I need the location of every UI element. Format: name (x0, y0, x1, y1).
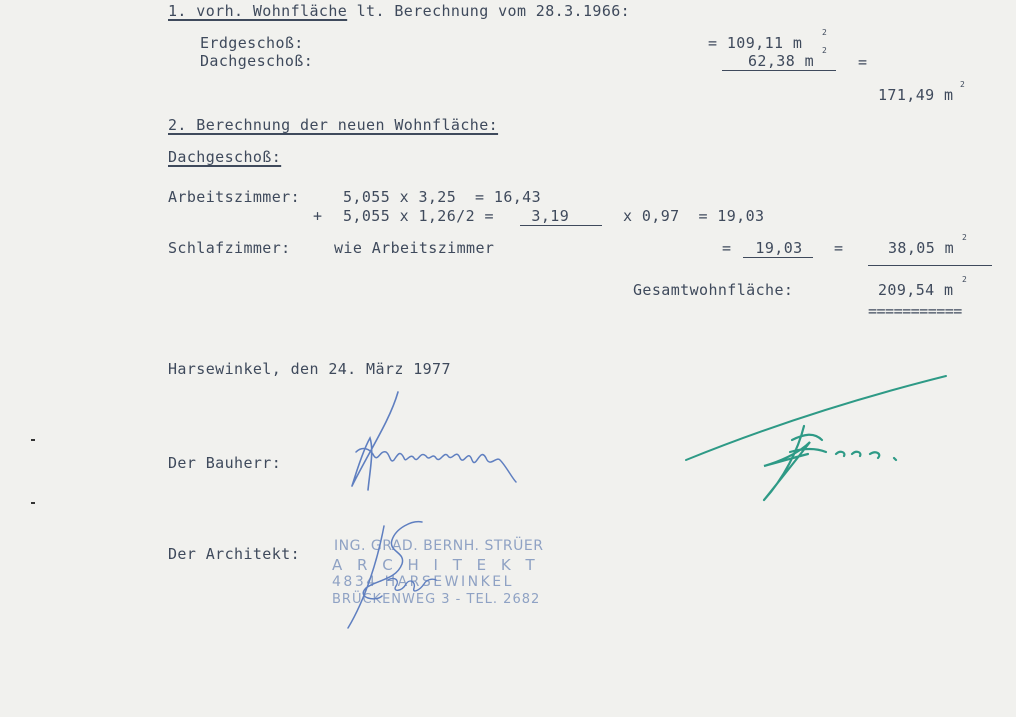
erdgeschoss-unit-sup: 2 (822, 28, 827, 37)
schlafzimmer-total: 38,05 m (888, 239, 955, 257)
architect-green-signature (680, 370, 960, 505)
total-rule (868, 265, 992, 266)
arbeitszimmer-calc1: 5,055 x 3,25 = 16,43 (343, 188, 542, 206)
section2-subheading: Dachgeschoß: (168, 148, 282, 166)
margin-mark (31, 502, 35, 504)
gesamt-value: 209,54 m (878, 281, 954, 299)
schlafzimmer-equals: = (722, 239, 732, 257)
arbeitszimmer-label: Arbeitszimmer: (168, 188, 301, 206)
place-date: Harsewinkel, den 24. März 1977 (168, 360, 451, 378)
dachgeschoss-value: 62,38 m (748, 52, 815, 70)
section1-total-unit-sup: 2 (960, 80, 965, 89)
subtotal-rule (722, 70, 836, 71)
arbeitszimmer-plus: + (313, 207, 323, 225)
stamp-line2: A R C H I T E K T (332, 556, 540, 574)
schlafzimmer-value: 19,03 (746, 239, 803, 257)
stamp-line4: BRÜCKENWEG 3 - TEL. 2682 (332, 592, 541, 607)
section1-heading (168, 2, 630, 20)
bauherr-signature (340, 390, 540, 500)
schlafzimmer-rule (743, 257, 813, 258)
section1-heading-underlined: 1. vorh. Wohnfläche (168, 2, 348, 20)
gesamt-unit-sup: 2 (962, 275, 967, 284)
bauherr-label: Der Bauherr: (168, 454, 282, 472)
stamp-line3: 4834 HARSEWINKEL (332, 574, 514, 590)
section1-heading-rest: lt. Berechnung vom 28.3.1966: (347, 2, 631, 20)
gesamt-double-rule: =========== (868, 302, 962, 320)
schlafzimmer-desc: wie Arbeitszimmer (334, 239, 495, 257)
section1-total: 171,49 m (878, 86, 954, 104)
architekt-label: Der Architekt: (168, 545, 301, 563)
arbeitszimmer-calc2b: 3,19 (522, 207, 570, 225)
arbeitszimmer-calc2c: x 0,97 = 19,03 (623, 207, 765, 225)
section2-heading: 2. Berechnung der neuen Wohnfläche: (168, 116, 499, 134)
dachgeschoss-unit-sup: 2 (822, 46, 827, 55)
schlafzimmer-equals2: = (834, 239, 844, 257)
arbeitszimmer-calc2a: 5,055 x 1,26/2 = (343, 207, 494, 225)
schlafzimmer-label: Schlafzimmer: (168, 239, 291, 257)
margin-mark (31, 439, 35, 441)
erdgeschoss-value: = 109,11 m (708, 34, 803, 52)
architekt-signature (336, 518, 446, 633)
schlafzimmer-unit-sup: 2 (962, 233, 967, 242)
erdgeschoss-label: Erdgeschoß: (200, 34, 304, 52)
arbeitszimmer-rule (520, 225, 602, 226)
section1-equals: = (858, 53, 868, 71)
dachgeschoss-label: Dachgeschoß: (200, 52, 314, 70)
gesamt-label: Gesamtwohnfläche: (633, 281, 794, 299)
stamp-line1: ING. GRAD. BERNH. STRÜER (334, 538, 544, 554)
